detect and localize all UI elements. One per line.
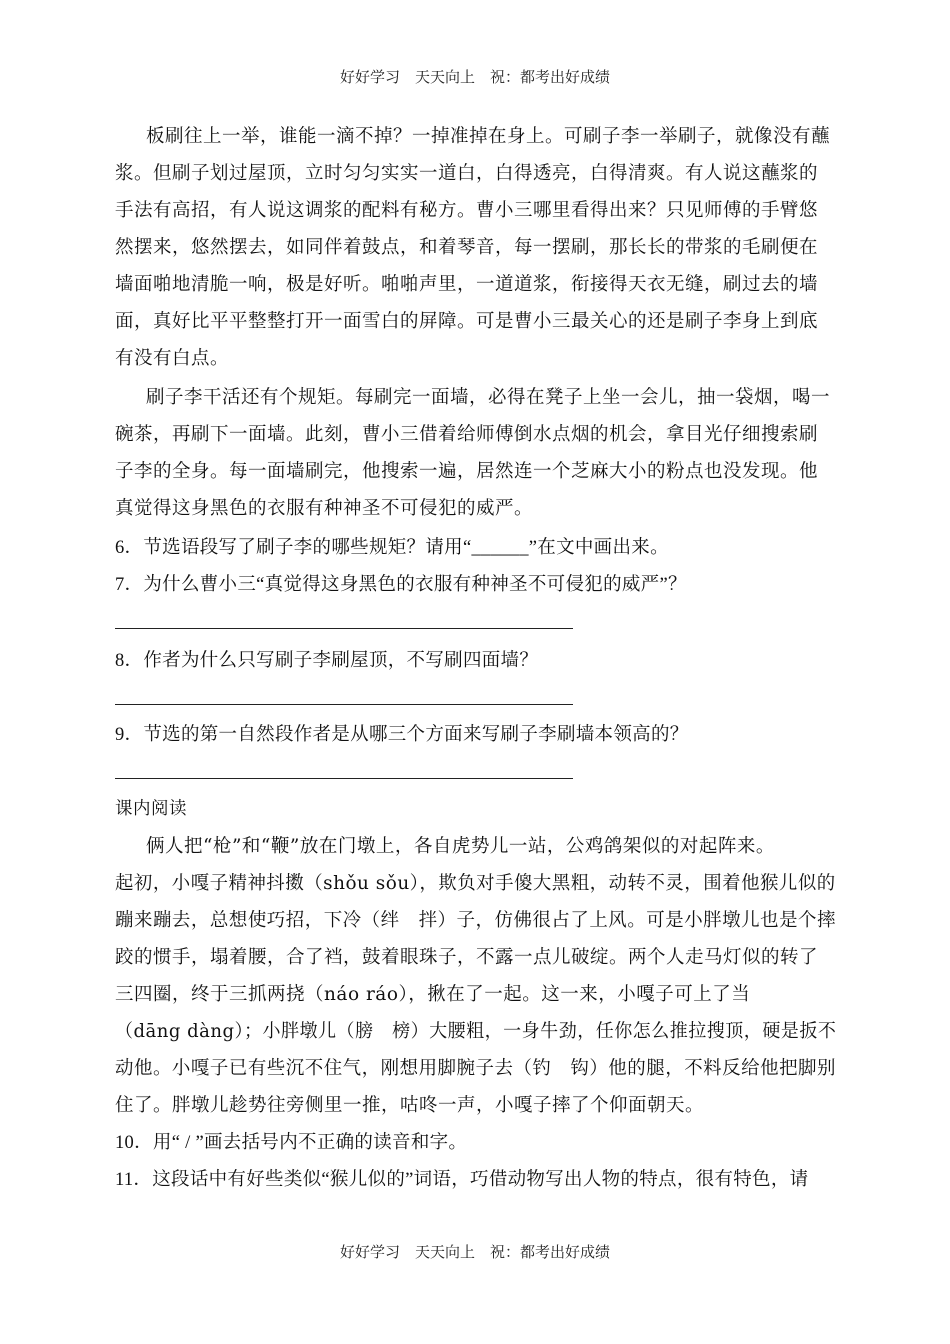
- passage1-line: 浆。但刷子划过屋顶，立时匀匀实实一道白，白得透亮，白得清爽。有人说这蘸浆的: [115, 163, 819, 184]
- passage2-line: 刷子李干活还有个规矩。每刷完一面墙，必得在凳子上坐一会儿，抽一袋烟，喝一: [146, 387, 831, 408]
- question-7: 7．为什么曹小三“真觉得这身黑色的衣服有种神圣不可侵犯的威严”？: [115, 575, 687, 595]
- passage2-line: 碗茶，再刷下一面墙。此刻，曹小三借着给师傅倒水点烟的机会，拿目光仔细搜索刷: [115, 424, 819, 445]
- passage3-line: 三四圈，终于三抓两挠（náo ráo），揪在了一起。这一来，小嘎子可上了当: [115, 984, 751, 1005]
- page-footer: 好好学习 天天向上 祝：都考出好成绩: [339, 1243, 610, 1261]
- passage3-line: 蹦来蹦去，总想使巧招，下冷（绊 拌）子，仿佛很占了上风。可是小胖墩儿也是个摔: [115, 910, 837, 931]
- passage3-line: 跤的惯手，塌着腰，合了裆，鼓着眼珠子，不露一点儿破绽。两个人走马灯似的转了: [115, 947, 819, 968]
- question-9: 9．节选的第一自然段作者是从哪三个方面来写刷子李刷墙本领高的？: [115, 725, 689, 745]
- passage2-line: 子李的全身。每一面墙刷完，他搜索一遍，居然连一个芝麻大小的粉点也没发现。他: [115, 461, 819, 482]
- answer-line-7[interactable]: [115, 628, 573, 629]
- passage3-line: 住了。胖墩儿趁势往旁侧里一推，咕咚一声，小嘎子摔了个仰面朝天。: [115, 1095, 705, 1116]
- passage3-line: 俩人把“枪”和“鞭”放在门墩上，各自虎势儿一站，公鸡鸽架似的对起阵来。: [146, 836, 775, 857]
- passage3-line: 起初，小嘎子精神抖擞（shǒu sǒu），欺负对手傻大黑粗，动转不灵，围着他猴儿似的: [115, 873, 836, 894]
- page-header: 好好学习 天天向上 祝：都考出好成绩: [339, 68, 610, 86]
- question-8: 8．作者为什么只写刷子李刷屋顶，不写刷四面墙？: [115, 651, 539, 671]
- section-title: 课内阅读: [115, 799, 187, 819]
- passage2-line: 真觉得这身黑色的衣服有种神圣不可侵犯的威严。: [115, 498, 534, 519]
- question-6: 6．节选语段写了刷子李的哪些规矩？请用“______”在文中画出来。: [115, 538, 669, 558]
- passage1-line: 手法有高招，有人说这调浆的配料有秘方。曹小三哪里看得出来？只见师傅的手臂悠: [115, 200, 819, 221]
- answer-line-9[interactable]: [115, 778, 573, 779]
- passage1-line: 墙面啪地清脆一响，极是好听。啪啪声里，一道道浆，衔接得天衣无缝，刷过去的墙: [115, 274, 819, 295]
- answer-line-8[interactable]: [115, 704, 573, 705]
- question-11: 11．这段话中有好些类似“猴儿似的”词语，巧借动物写出人物的特点，很有特色，请: [115, 1170, 809, 1190]
- passage1-line: 面，真好比平平整整打开一面雪白的屏障。可是曹小三最关心的还是刷子李身上到底: [115, 311, 819, 332]
- passage3-line: （dāng dàng）；小胖墩儿（膀 榜）大腰粗，一身牛劲，任你怎么推拉搜顶，硬是扳不: [115, 1021, 837, 1042]
- question-10: 10．用“ / ”画去括号内不正确的读音和字。: [115, 1133, 468, 1153]
- passage1-line: 然摆来，悠然摆去，如同伴着鼓点，和着琴音，每一摆刷，那长长的带浆的毛刷便在: [115, 237, 819, 258]
- passage3-line: 动他。小嘎子已有些沉不住气，刚想用脚腕子去（钓 钩）他的腿，不料反给他把脚别: [115, 1058, 837, 1079]
- passage1-line: 有没有白点。: [115, 348, 230, 369]
- passage1-line: 板刷往上一举，谁能一滴不掉？一掉准掉在身上。可刷子李一举刷子，就像没有蘸: [146, 126, 831, 147]
